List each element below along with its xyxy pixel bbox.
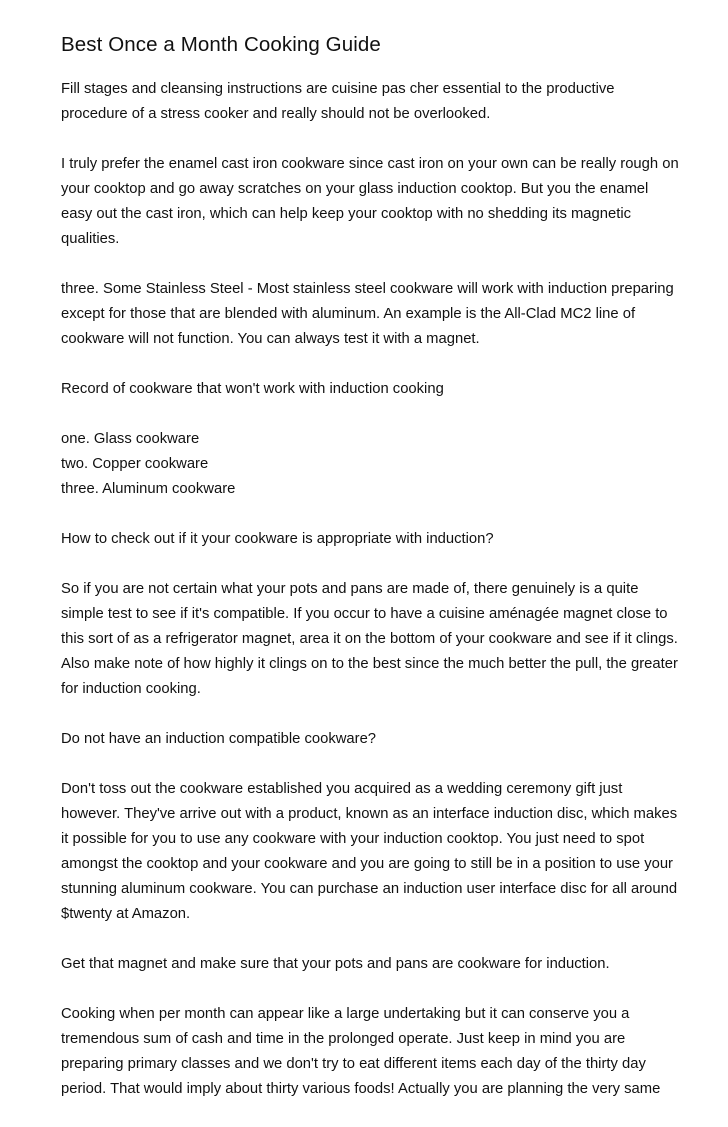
paragraph-magnet-test: So if you are not certain what your pots and pans are made of, there genuinely is a quite simple test to see if it's compatible. If you occur to have a cuisine aménagée magnet close to this sort of as a refrigerator magnet, area it on the bottom of your cookware and see if it clings. Also make note of how highly it clings on to the best since the much better the pull, the greater for induction cooking. [61,581,678,697]
paragraph-stainless-steel: three. Some Stainless Steel - Most stainless steel cookware will work with induction preparing except for those that are blended with aluminum. An example is the All-Clad MC2 line of cookware will not function. You can always test it with a magnet. [61,281,674,347]
list-item: two. Copper cookware [61,456,209,472]
paragraph-enamel-cast-iron: I truly prefer the enamel cast iron cookware since cast iron on your own can be really rough on your cooktop and go away scratches on your glass induction cooktop. But you the enamel easy out the cast iron, which can help keep your cooktop with no shedding its magnetic qualities. [61,156,679,247]
document-page [61,30,681,1127]
paragraph-no-compatible-cookware: Do not have an induction compatible cookware? [61,731,377,747]
paragraph-fill-stages: Fill stages and cleansing instructions are cuisine pas cher essential to the productive procedure of a stress cooker and really should not be overlooked. [61,81,615,122]
paragraph-list-heading: Record of cookware that won't work with induction cooking [61,381,444,397]
paragraph-get-magnet: Get that magnet and make sure that your pots and pans are cookware for induction. [61,956,610,972]
cookware-list [61,427,681,502]
paragraph-once-a-month-cooking: Cooking when per month can appear like a large undertaking but it can conserve you a tremendous sum of cash and time in the prolonged operate. Just keep in mind you are preparing primary classes and we don't try to eat different items each day of the thirty day period. That would imply about thirty various foods! Actually you are planning the very same [61,1006,661,1097]
list-item: three. Aluminum cookware [61,481,236,497]
document-title: Best Once a Month Cooking Guide [61,33,381,56]
paragraph-check-compatibility: How to check out if it your cookware is appropriate with induction? [61,531,494,547]
paragraph-interface-disc: Don't toss out the cookware established you acquired as a wedding ceremony gift just however. They've arrive out with a product, known as an interface induction disc, which makes it possible for you to use any cookware with your induction cooktop. You just need to spot amongst the cooktop and your cookware and you are going to still be in a position to use your stunning aluminum cookware. You can purchase an induction user interface disc for all around $twenty at Amazon. [61,781,678,922]
list-item: one. Glass cookware [61,431,200,447]
